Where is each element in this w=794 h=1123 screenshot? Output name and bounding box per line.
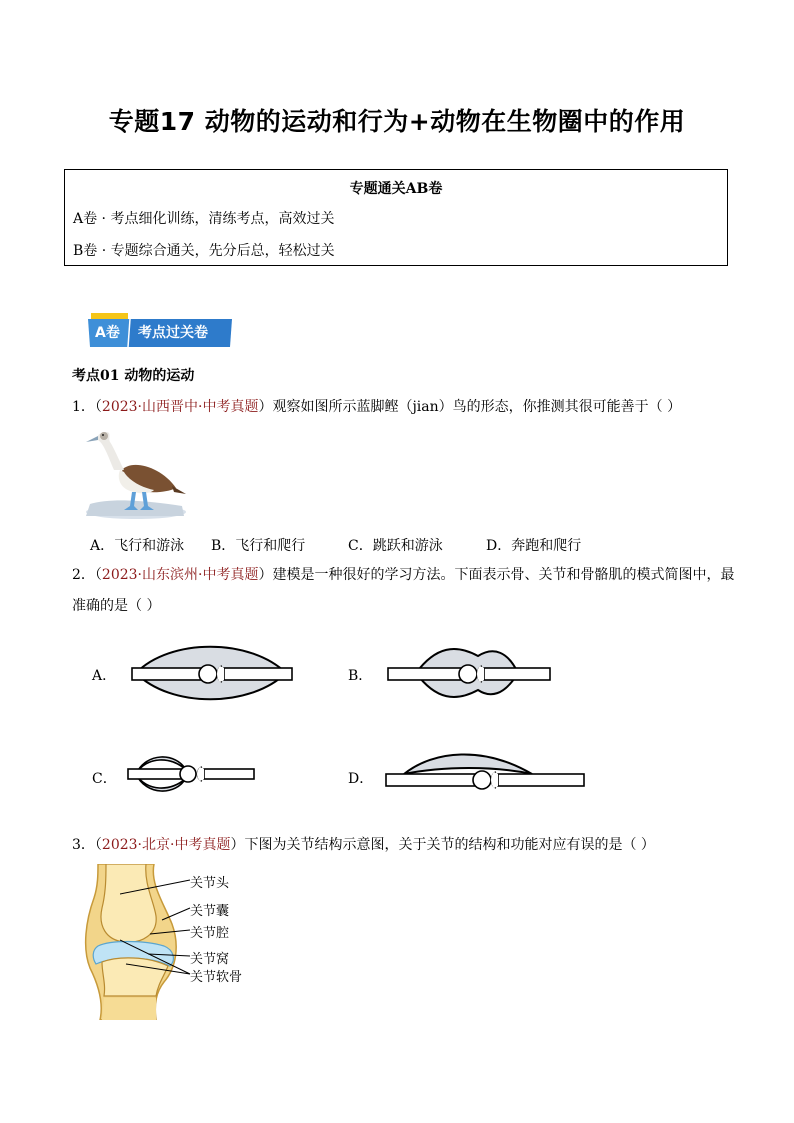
q2-source: 2023·山东滨州·中考真题 — [101, 567, 259, 583]
page-title: 专题17 动物的运动和行为+动物在生物圈中的作用 — [108, 107, 686, 136]
q1-option-c[interactable]: C．跳跃和游泳 — [348, 538, 443, 554]
booby-bird-image — [84, 428, 188, 520]
joint-label-leaders — [120, 868, 200, 984]
q2-diagram-c[interactable] — [126, 748, 256, 804]
label-joint-cartilage: 关节软骨 — [190, 970, 243, 985]
q2-diagram-d[interactable] — [384, 744, 588, 808]
q2-option-d-label[interactable]: D． — [348, 771, 374, 787]
q3-source: 2023·北京·中考真题 — [101, 837, 231, 853]
section-banner — [88, 313, 238, 347]
q1-source: 2023·山西晋中·中考真题 — [101, 399, 259, 415]
label-joint-head: 关节头 — [190, 876, 230, 891]
label-joint-cavity: 关节腔 — [190, 926, 230, 941]
q1-option-b[interactable]: B．飞行和爬行 — [211, 538, 306, 554]
question-3 — [72, 835, 655, 855]
banner-tag: A卷 — [95, 325, 120, 341]
intro-line-b: B卷 · 专题综合通关，先分后总，轻松过关 — [73, 243, 335, 259]
q1-option-d[interactable]: D．奔跑和爬行 — [486, 538, 582, 554]
q1-text: ）观察如图所示蓝脚鲣（jian）鸟的形态，你推测其很可能善于（ ） — [258, 399, 682, 415]
q2-option-c-label[interactable]: C． — [92, 771, 117, 787]
banner-text: 考点过关卷 — [138, 325, 208, 341]
q2-option-b-label[interactable]: B． — [348, 668, 373, 684]
q1-number: 1．（ — [72, 399, 102, 415]
label-joint-socket: 关节窝 — [190, 952, 230, 967]
question-1 — [72, 397, 681, 417]
q3-text: ）下图为关节结构示意图，关于关节的结构和功能对应有误的是（ ） — [230, 837, 655, 853]
section-heading: 考点01 动物的运动 — [72, 368, 195, 384]
q2-option-a-label[interactable]: A． — [92, 668, 117, 684]
question-2 — [72, 565, 734, 585]
question-2-cont: 准确的是（ ） — [72, 598, 161, 614]
q3-number: 3．（ — [72, 837, 102, 853]
q2-number: 2．（ — [72, 567, 102, 583]
q2-diagram-b[interactable] — [386, 636, 552, 712]
q1-option-a[interactable]: A．飞行和游泳 — [90, 538, 185, 554]
q2-diagram-a[interactable] — [130, 636, 294, 712]
intro-box — [64, 169, 728, 266]
label-joint-capsule: 关节囊 — [190, 904, 230, 919]
intro-line-a: A卷 · 考点细化训练，清练考点，高效过关 — [73, 211, 335, 227]
intro-heading: 专题通关AB卷 — [349, 181, 443, 197]
q2-text: ）建模是一种很好的学习方法。下面表示骨、关节和骨骼肌的模式简图中，最 — [258, 567, 735, 583]
